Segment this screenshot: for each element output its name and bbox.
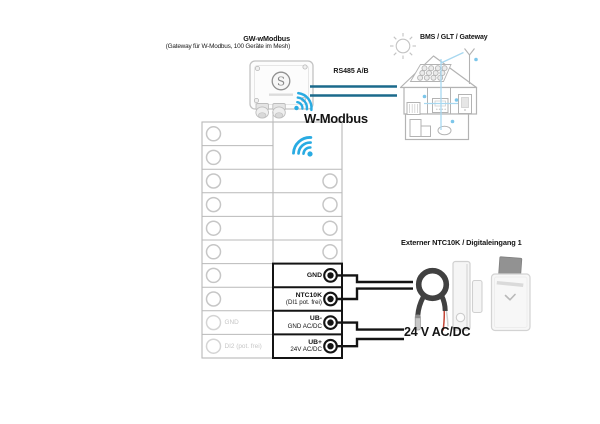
wmodbus-label: W-Modbus xyxy=(304,111,368,126)
terminal-sublabel: GND AC/DC xyxy=(287,322,322,330)
wifi-icon-terminal xyxy=(290,134,320,164)
terminal-cell-ntc10k xyxy=(252,287,322,311)
terminal-label: GND xyxy=(306,271,322,279)
connection-wires xyxy=(337,275,413,346)
external-sensor-label: Externer NTC10K / Digitaleingang 1 xyxy=(401,238,522,247)
sun-icon xyxy=(390,33,416,59)
terminal-label: UB+ xyxy=(308,338,322,346)
radiator xyxy=(407,103,420,115)
terminal-sublabel: 24V AC/DC xyxy=(290,346,322,354)
device-title-block xyxy=(166,34,290,51)
terminal-cell-ub-plus xyxy=(252,334,322,358)
terminal-cell-ub-minus xyxy=(252,311,322,335)
device-title: GW-wModbus xyxy=(243,34,290,43)
sensor-card-switch xyxy=(492,257,531,331)
terminal-label: NTC10K xyxy=(295,291,322,299)
sensor-door-contact xyxy=(453,262,482,331)
cable-gland-left xyxy=(256,104,269,119)
terminal-cell-gnd xyxy=(252,264,322,288)
building-illustration xyxy=(390,33,478,140)
terminal-sublabel: (DI1 pot. frei) xyxy=(285,299,322,307)
rs485-label: RS485 A/B xyxy=(333,68,369,75)
cable-gland-right xyxy=(273,104,286,119)
power-supply-label: 24 V AC/DC xyxy=(404,325,471,339)
inactive-label-di2: DI2 (pot. frei) xyxy=(224,342,262,350)
hvac-unit xyxy=(459,95,472,114)
bms-label: BMS / GLT / Gateway xyxy=(420,34,488,41)
inactive-label-gnd: GND xyxy=(224,319,239,327)
antenna-icon xyxy=(465,49,475,85)
brand-logo: S xyxy=(276,74,286,89)
rs485-bus-lines xyxy=(310,87,397,96)
device-label-bar xyxy=(269,94,293,96)
thermostat-panel xyxy=(433,99,449,113)
solar-panel xyxy=(411,65,452,82)
device-subtitle: (Gateway für W-Modbus, 100 Geräte im Mesh) xyxy=(165,43,290,50)
sensor-ntc-probe xyxy=(415,271,448,331)
terminal-label: UB- xyxy=(309,315,322,323)
